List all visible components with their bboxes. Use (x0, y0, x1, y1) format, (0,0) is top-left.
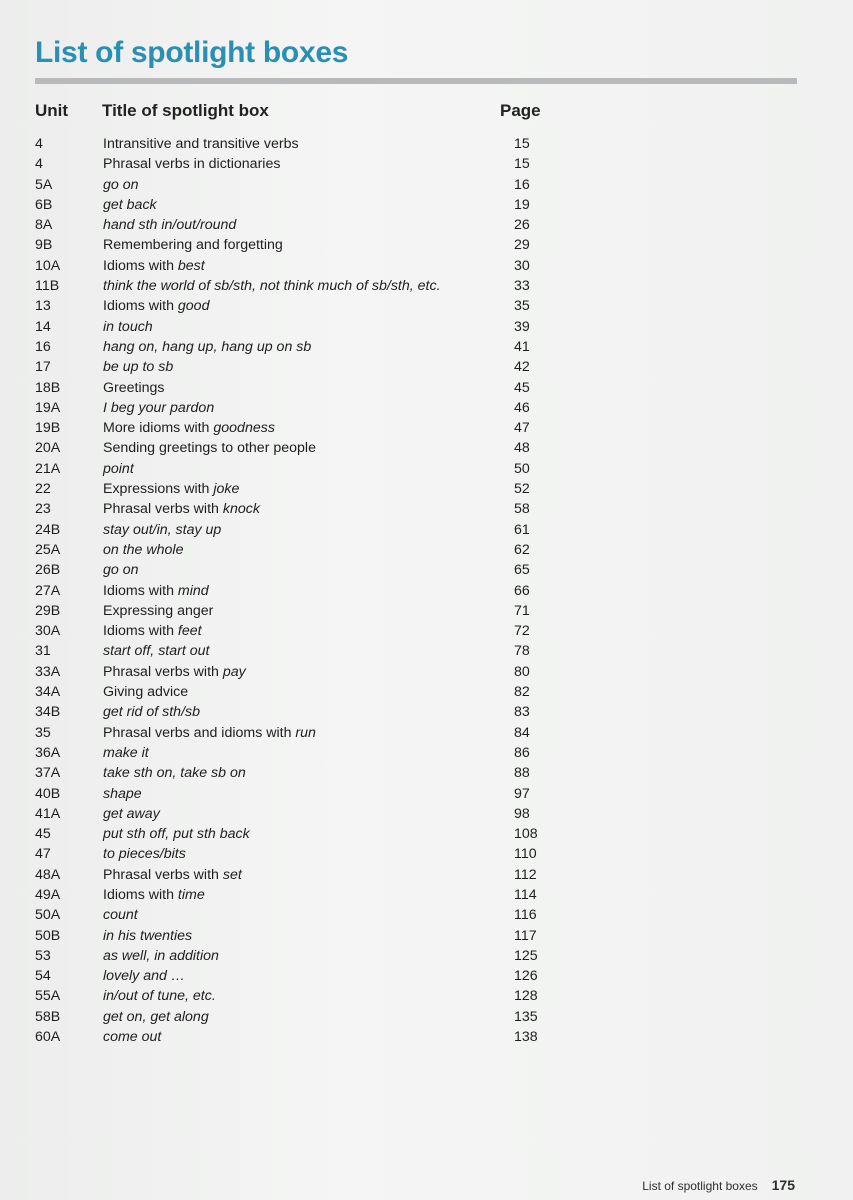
list-item (0, 662, 600, 682)
column-header-title: Title of spotlight box (102, 101, 269, 120)
page-cell: 88 (514, 765, 530, 782)
title-text-part: Idioms with (103, 886, 178, 903)
title-italic-part: in his twenties (103, 927, 193, 944)
title-text-part: Expressing anger (103, 602, 214, 619)
page-title: List of spotlight boxes (35, 36, 349, 69)
title-cell (103, 702, 200, 722)
title-italic-part: good (177, 298, 210, 315)
unit-cell: 21A (35, 460, 61, 477)
page-cell: 108 (514, 826, 538, 843)
title-text-part: Sending greetings to other people (103, 440, 316, 457)
title-italic-part: goodness (213, 420, 275, 437)
unit-cell: 26B (35, 562, 61, 579)
title-cell (103, 438, 316, 458)
unit-cell: 4 (35, 156, 43, 173)
title-cell (103, 398, 214, 418)
list-item (0, 1007, 600, 1027)
title-cell (103, 763, 246, 783)
page-cell: 128 (514, 988, 538, 1005)
unit-cell: 16 (35, 338, 51, 355)
title-italic-part: think the world of sb/sth, not think much of sb/sth, etc. (103, 278, 441, 295)
list-item (0, 378, 600, 398)
list-item (0, 459, 600, 479)
page-cell: 110 (514, 846, 537, 863)
title-italic-part: mind (177, 582, 209, 599)
title-cell (103, 499, 260, 519)
title-italic-part: point (103, 460, 134, 477)
title-cell (103, 134, 299, 154)
title-italic-part: on the whole (103, 541, 184, 558)
unit-cell: 4 (35, 136, 43, 152)
spotlight-list (0, 134, 600, 1047)
unit-cell: 37A (35, 765, 61, 782)
list-item (0, 520, 600, 540)
unit-cell: 14 (35, 318, 51, 335)
unit-cell: 50B (35, 927, 61, 944)
title-italic-part: stay out/in, stay up (103, 521, 222, 538)
list-item (0, 621, 600, 641)
list-item (0, 540, 600, 560)
unit-cell: 17 (35, 359, 51, 376)
unit-cell: 25A (35, 541, 61, 558)
title-cell (103, 154, 280, 174)
page-cell: 50 (514, 460, 530, 477)
title-italic-part: set (222, 866, 242, 883)
list-item (0, 215, 600, 235)
title-text-part: Idioms with (103, 623, 178, 640)
unit-cell: 19B (35, 420, 61, 437)
list-item (0, 986, 600, 1006)
unit-cell: 45 (35, 826, 51, 843)
title-text-part: Phrasal verbs with (103, 501, 223, 518)
title-cell (103, 317, 153, 337)
title-cell (103, 1007, 209, 1027)
title-cell (103, 885, 205, 905)
list-item (0, 784, 600, 804)
title-italic-part: as well, in addition (103, 947, 219, 964)
unit-cell: 58B (35, 1008, 61, 1025)
page-cell: 84 (514, 724, 530, 741)
unit-cell: 9B (35, 237, 53, 254)
title-text-part: Phrasal verbs with (103, 663, 223, 680)
unit-cell: 53 (35, 947, 51, 964)
title-italic-part: in touch (103, 318, 153, 335)
unit-cell: 36A (35, 744, 61, 761)
title-italic-part: get away (103, 805, 160, 822)
list-item (0, 926, 600, 946)
unit-cell: 48A (35, 866, 61, 883)
page-cell: 98 (514, 805, 530, 822)
page-cell: 82 (514, 684, 530, 701)
unit-cell: 24B (35, 521, 61, 538)
page-cell: 125 (514, 947, 538, 964)
title-italic-part: best (177, 257, 205, 274)
page-footer (642, 1177, 795, 1193)
title-cell (103, 641, 209, 661)
title-italic-part: hang on, hang up, hang up on sb (103, 338, 312, 355)
list-item (0, 804, 600, 824)
list-item (0, 824, 600, 844)
list-item (0, 499, 600, 519)
list-item (0, 276, 600, 296)
unit-cell: 60A (35, 1029, 61, 1046)
page-cell: 62 (514, 541, 530, 558)
page-cell: 46 (514, 399, 530, 416)
title-cell (103, 357, 173, 377)
unit-cell: 23 (35, 501, 51, 518)
page-cell: 35 (514, 298, 530, 315)
page-cell: 15 (514, 136, 530, 152)
list-item (0, 398, 600, 418)
title-italic-part: pay (222, 663, 246, 680)
title-italic-part: take sth on, take sb on (103, 765, 246, 782)
title-italic-part: run (295, 724, 316, 741)
page-cell: 86 (514, 744, 530, 761)
page-cell: 47 (514, 420, 530, 437)
title-cell (103, 560, 139, 580)
title-italic-part: be up to sb (103, 359, 174, 376)
list-item (0, 946, 600, 966)
list-item (0, 175, 600, 195)
list-item (0, 966, 600, 986)
title-italic-part: hand sth in/out/round (103, 217, 237, 234)
title-cell (103, 844, 186, 864)
list-item (0, 723, 600, 743)
title-italic-part: time (177, 886, 205, 903)
page-cell: 48 (514, 440, 530, 457)
title-italic-part: make it (103, 744, 149, 761)
title-italic-part: feet (177, 623, 202, 640)
unit-cell: 41A (35, 805, 61, 822)
list-item (0, 195, 600, 215)
page-cell: 65 (514, 562, 530, 579)
title-italic-part: come out (103, 1029, 162, 1046)
unit-cell: 34A (35, 684, 61, 701)
title-cell (103, 804, 160, 824)
page-cell: 72 (514, 623, 530, 640)
page-cell: 61 (514, 521, 530, 538)
unit-cell: 22 (35, 481, 51, 498)
page-cell: 29 (514, 237, 530, 254)
page-cell: 39 (514, 318, 530, 335)
list-item (0, 418, 600, 438)
unit-cell: 6B (35, 196, 53, 213)
title-cell (103, 276, 441, 296)
list-item (0, 357, 600, 377)
title-cell (103, 824, 250, 844)
unit-cell: 34B (35, 704, 61, 721)
page-cell: 117 (514, 927, 537, 944)
page-cell: 126 (514, 968, 538, 985)
title-italic-part: in/out of tune, etc. (103, 988, 216, 1005)
unit-cell: 40B (35, 785, 61, 802)
title-italic-part: start off, start out (103, 643, 210, 660)
title-cell (103, 621, 202, 641)
title-cell (103, 946, 219, 966)
title-cell (103, 682, 188, 702)
page-cell: 114 (514, 886, 537, 903)
list-item (0, 235, 600, 255)
list-item (0, 256, 600, 276)
title-text-part: Phrasal verbs with (103, 866, 223, 883)
title-cell (103, 743, 149, 763)
unit-cell: 49A (35, 886, 61, 903)
title-cell (103, 865, 242, 885)
page-cell: 116 (514, 907, 537, 924)
title-cell (103, 296, 209, 316)
title-italic-part: go on (103, 562, 139, 579)
unit-cell: 31 (35, 643, 51, 660)
list-item (0, 905, 600, 925)
column-header-unit: Unit (35, 101, 69, 120)
list-item (0, 743, 600, 763)
unit-cell: 55A (35, 988, 61, 1005)
title-italic-part: knock (222, 501, 260, 518)
page-cell: 30 (514, 257, 530, 274)
list-item (0, 865, 600, 885)
title-italic-part: I beg your pardon (103, 399, 215, 416)
list-item (0, 763, 600, 783)
page-cell: 78 (514, 643, 530, 660)
title-text-part: Intransitive and transitive verbs (103, 136, 299, 152)
page-cell: 26 (514, 217, 530, 234)
page-cell: 83 (514, 704, 530, 721)
list-item (0, 844, 600, 864)
title-cell (103, 175, 139, 195)
list-item (0, 641, 600, 661)
title-cell (103, 926, 192, 946)
title-text-part: Phrasal verbs in dictionaries (103, 156, 281, 173)
page-cell: 66 (514, 582, 530, 599)
title-text-part: Giving advice (103, 684, 189, 701)
page-cell: 41 (514, 338, 530, 355)
list-item (0, 317, 600, 337)
title-cell (103, 235, 283, 255)
title-cell (103, 215, 236, 235)
title-cell (103, 966, 185, 986)
unit-cell: 35 (35, 724, 51, 741)
title-cell (103, 784, 142, 804)
list-item (0, 337, 600, 357)
page-cell: 71 (514, 602, 530, 619)
page-cell: 19 (514, 196, 530, 213)
list-item (0, 581, 600, 601)
title-cell (103, 195, 157, 215)
unit-cell: 11B (35, 278, 60, 295)
unit-cell: 30A (35, 623, 61, 640)
title-cell (103, 520, 221, 540)
title-text-part: Expressions with (103, 481, 214, 498)
title-cell (103, 662, 246, 682)
title-cell (103, 337, 311, 357)
title-text-part: More idioms with (103, 420, 214, 437)
title-cell (103, 540, 183, 560)
page-cell: 58 (514, 501, 530, 518)
page-cell: 52 (514, 481, 530, 498)
list-item (0, 479, 600, 499)
list-item (0, 560, 600, 580)
title-cell (103, 581, 209, 601)
unit-cell: 18B (35, 379, 61, 396)
unit-cell: 5A (35, 176, 53, 193)
unit-cell: 27A (35, 582, 61, 599)
unit-cell: 19A (35, 399, 61, 416)
page-cell: 80 (514, 663, 530, 680)
title-text-part: Idioms with (103, 582, 178, 599)
title-italic-part: joke (213, 481, 240, 498)
title-cell (103, 418, 275, 438)
title-cell (103, 986, 216, 1006)
title-cell (103, 378, 165, 398)
list-item (0, 438, 600, 458)
title-cell (103, 479, 239, 499)
unit-cell: 33A (35, 663, 61, 680)
title-text-part: Remembering and forgetting (103, 237, 283, 254)
title-cell (103, 601, 213, 621)
unit-cell: 20A (35, 440, 61, 457)
list-item (0, 682, 600, 702)
title-text-part: Greetings (103, 379, 165, 396)
page-cell: 16 (514, 176, 530, 193)
list-item (0, 601, 600, 621)
list-item (0, 134, 600, 154)
page-cell: 138 (514, 1029, 538, 1046)
unit-cell: 13 (35, 298, 51, 315)
title-cell (103, 1027, 161, 1047)
unit-cell: 29B (35, 602, 61, 619)
title-italic-part: to pieces/bits (103, 846, 186, 863)
title-italic-part: put sth off, put sth back (103, 826, 250, 843)
column-header-page: Page (500, 101, 541, 120)
title-italic-part: go on (103, 176, 139, 193)
page-cell: 112 (514, 866, 537, 883)
title-text-part: Idioms with (103, 257, 178, 274)
unit-cell: 8A (35, 217, 53, 234)
title-rule (35, 78, 797, 84)
title-cell (103, 459, 134, 479)
list-item (0, 154, 600, 174)
title-text-part: Phrasal verbs and idioms with (103, 724, 296, 741)
page-number: 175 (771, 1177, 795, 1193)
unit-cell: 54 (35, 968, 51, 985)
unit-cell: 47 (35, 846, 51, 863)
title-italic-part: count (103, 907, 138, 924)
title-cell (103, 723, 316, 743)
unit-cell: 10A (35, 257, 61, 274)
title-italic-part: shape (103, 785, 142, 802)
page-cell: 15 (514, 156, 530, 173)
page-cell: 42 (514, 359, 530, 376)
list-item (0, 702, 600, 722)
footer-label: List of spotlight boxes (642, 1179, 758, 1193)
title-cell (103, 905, 138, 925)
page-cell: 33 (514, 278, 530, 295)
page-cell: 45 (514, 379, 530, 396)
title-italic-part: lovely and … (103, 968, 186, 985)
unit-cell: 50A (35, 907, 61, 924)
page-cell: 97 (514, 785, 530, 802)
page-cell: 135 (514, 1008, 538, 1025)
list-item (0, 885, 600, 905)
title-cell (103, 256, 205, 276)
title-italic-part: get on, get along (103, 1008, 209, 1025)
title-text-part: Idioms with (103, 298, 178, 315)
title-italic-part: get back (103, 196, 157, 213)
list-item (0, 1027, 600, 1047)
list-item (0, 296, 600, 316)
title-italic-part: get rid of sth/sb (103, 704, 200, 721)
